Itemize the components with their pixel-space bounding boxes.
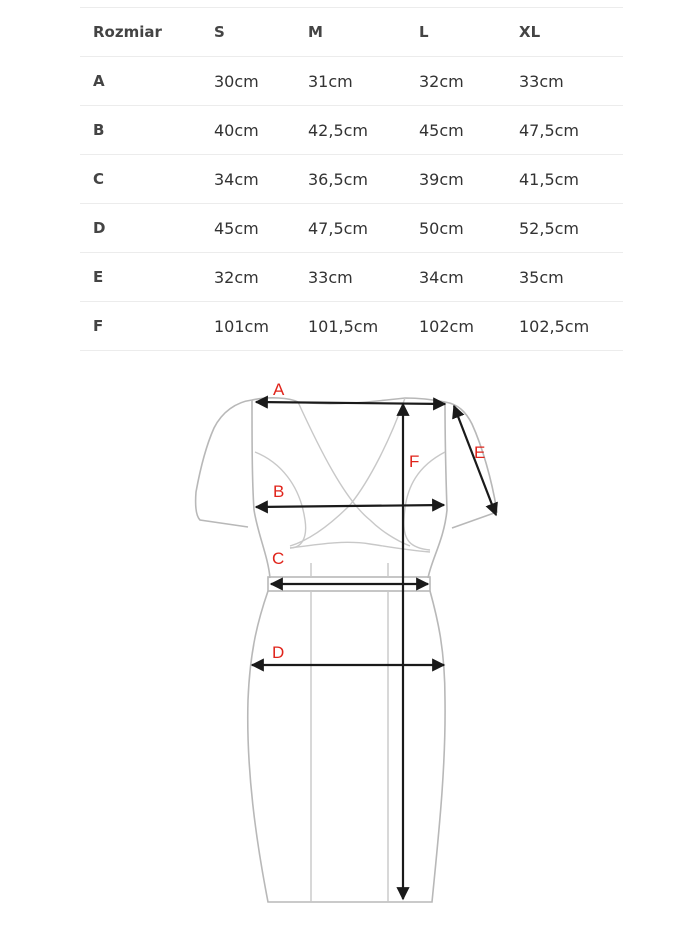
label-e: E: [474, 443, 486, 462]
table-cell: 34cm: [214, 169, 259, 189]
table-cell: 101,5cm: [308, 316, 379, 336]
arrow-a: [256, 402, 445, 404]
label-b: B: [273, 482, 285, 501]
table-cell: 45cm: [214, 218, 259, 238]
measurement-arrows: [252, 402, 496, 899]
label-f: F: [409, 452, 420, 471]
table-cell: 47,5cm: [519, 120, 580, 140]
row-label: C: [93, 170, 105, 188]
label-c: C: [272, 549, 285, 568]
table-cell: 42,5cm: [308, 120, 369, 140]
header-cell-xl: XL: [519, 23, 541, 41]
table-cell: 36,5cm: [308, 169, 369, 189]
table-cell: 32cm: [419, 71, 464, 91]
table-cell: 52,5cm: [519, 218, 580, 238]
dress-outline: [196, 398, 497, 902]
row-label: A: [93, 72, 105, 90]
table-row: [80, 203, 623, 252]
table-row: [80, 301, 623, 351]
table-header: [80, 7, 623, 56]
row-label: D: [93, 219, 106, 237]
row-label: F: [93, 317, 104, 335]
table-row: [80, 105, 623, 154]
table-cell: 102,5cm: [519, 316, 590, 336]
table-cell: 101cm: [214, 316, 269, 336]
table-row: [80, 154, 623, 203]
table-row: [80, 252, 623, 301]
dress-measurement-diagram: [0, 360, 700, 933]
table-cell: 40cm: [214, 120, 259, 140]
header-cell-s: S: [214, 23, 225, 41]
table-cell: 41,5cm: [519, 169, 580, 189]
table-cell: 34cm: [419, 267, 464, 287]
label-d: D: [272, 643, 285, 662]
row-label: E: [93, 268, 104, 286]
table-cell: 102cm: [419, 316, 474, 336]
label-a: A: [273, 380, 285, 399]
table-cell: 32cm: [214, 267, 259, 287]
header-cell-m: M: [308, 23, 323, 41]
row-label: B: [93, 121, 105, 139]
table-cell: 35cm: [519, 267, 564, 287]
table-cell: 30cm: [214, 71, 259, 91]
table-cell: 50cm: [419, 218, 464, 238]
table-cell: 39cm: [419, 169, 464, 189]
header-cell-size: Rozmiar: [93, 23, 162, 41]
table-cell: 33cm: [519, 71, 564, 91]
size-table: [80, 7, 623, 351]
arrow-b: [256, 505, 444, 507]
table-cell: 47,5cm: [308, 218, 369, 238]
table-cell: 31cm: [308, 71, 353, 91]
table-cell: 33cm: [308, 267, 353, 287]
table-row: [80, 56, 623, 105]
header-cell-l: L: [419, 23, 429, 41]
table-cell: 45cm: [419, 120, 464, 140]
